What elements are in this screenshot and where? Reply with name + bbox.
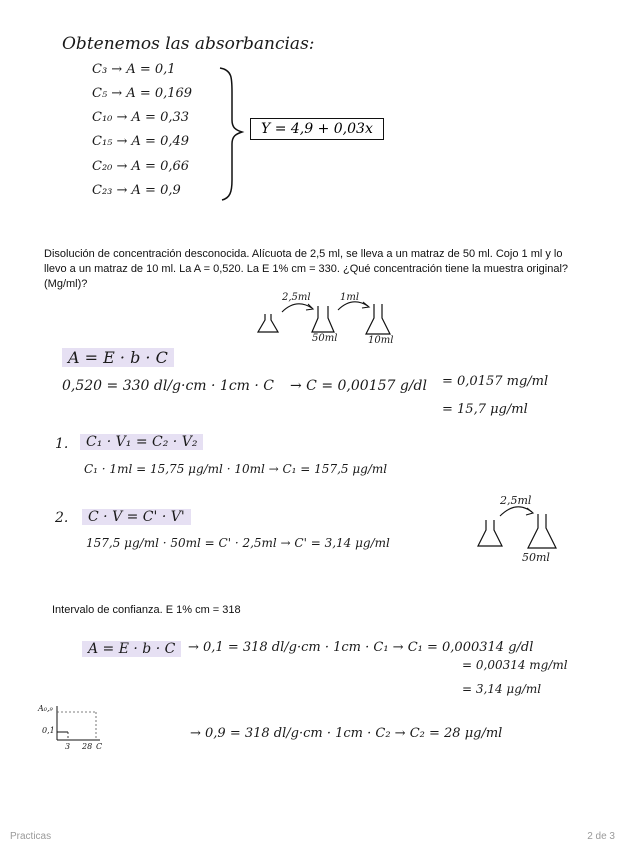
diagram1-flask3-label: 10ml (368, 335, 394, 346)
step1-calc: C₁ · 1ml = 15,75 μg/ml · 10ml → C₁ = 157,5 μg/ml (84, 462, 388, 476)
calc1-result: → C = 0,00157 g/dl (290, 378, 427, 394)
mini-graph-x2: 28 (82, 742, 93, 751)
absorbance-row: C₂₀ → A = 0,66 (92, 159, 190, 174)
calc1-conv1: = 0,0157 mg/ml (442, 374, 549, 389)
mini-graph-xaxis: C (96, 742, 103, 751)
calc1-conv2: = 15,7 μg/ml (442, 402, 528, 417)
calc2-conv2: = 3,14 μg/ml (462, 682, 542, 696)
absorbance-row: C₃ → A = 0,1 (92, 62, 176, 77)
page-number: 2 de 3 (587, 831, 615, 842)
footer-title: Practicas (10, 831, 52, 842)
problem-text: Disolución de concentración desconocida. Alícuota de 2,5 ml, se lleva a un matraz de 50 ml. Cojo 1 ml y lo llevo a un matraz de 10 ml. La A = 0,520. La E 1% cm = 330. ¿Qué concentración tiene la muestra original? (Mg/ml)? (44, 248, 569, 290)
step2-formula: C · V = C' · V' (82, 509, 191, 525)
step2-calc: 157,5 μg/ml · 50ml = C' · 2,5ml → C' = 3,14 μg/ml (86, 536, 390, 550)
calc1-lhs: 0,520 = 330 dl/g·cm · 1cm · C (62, 378, 275, 394)
step2-number: 2. (55, 510, 69, 526)
calc2-line2: → 0,9 = 318 dl/g·cm · 1cm · C₂ → C₂ = 28 μg/ml (190, 726, 503, 741)
step1-formula: C₁ · V₁ = C₂ · V₂ (80, 434, 203, 450)
diagram1-arrow2-label: 1ml (340, 292, 360, 303)
mini-graph-ylow: 0,1 (42, 726, 55, 735)
step1-number: 1. (55, 436, 69, 452)
mini-graph-ytop: A₀,₉ (38, 704, 53, 713)
diagram2-flask2-label: 50ml (522, 551, 550, 564)
diagram2-arrow-label: 2,5ml (500, 494, 532, 507)
diagram1-arrow1-label: 2,5ml (282, 292, 311, 303)
calc2-conv1: = 0,00314 mg/ml (462, 658, 568, 672)
calc2-formula: A = E · b · C (82, 641, 181, 657)
absorbance-row: C₅ → A = 0,169 (92, 86, 193, 101)
beer-law-formula: A = E · b · C (62, 348, 174, 367)
absorbance-row: C₁₀ → A = 0,33 (92, 110, 190, 125)
regression-equation: Y = 4,9 + 0,03x (250, 118, 384, 140)
absorbance-row: C₂₃ → A = 0,9 (92, 183, 181, 198)
mini-graph-x1: 3 (65, 742, 71, 751)
diagram1-flask2-label: 50ml (312, 333, 338, 344)
absorbance-row: C₁₅ → A = 0,49 (92, 134, 190, 149)
interval-text: Intervalo de confianza. E 1% cm = 318 (52, 604, 241, 616)
calc2-line1: → 0,1 = 318 dl/g·cm · 1cm · C₁ → C₁ = 0,000314 g/dl (188, 640, 534, 655)
header-note: Obtenemos las absorbancias: (62, 34, 315, 54)
